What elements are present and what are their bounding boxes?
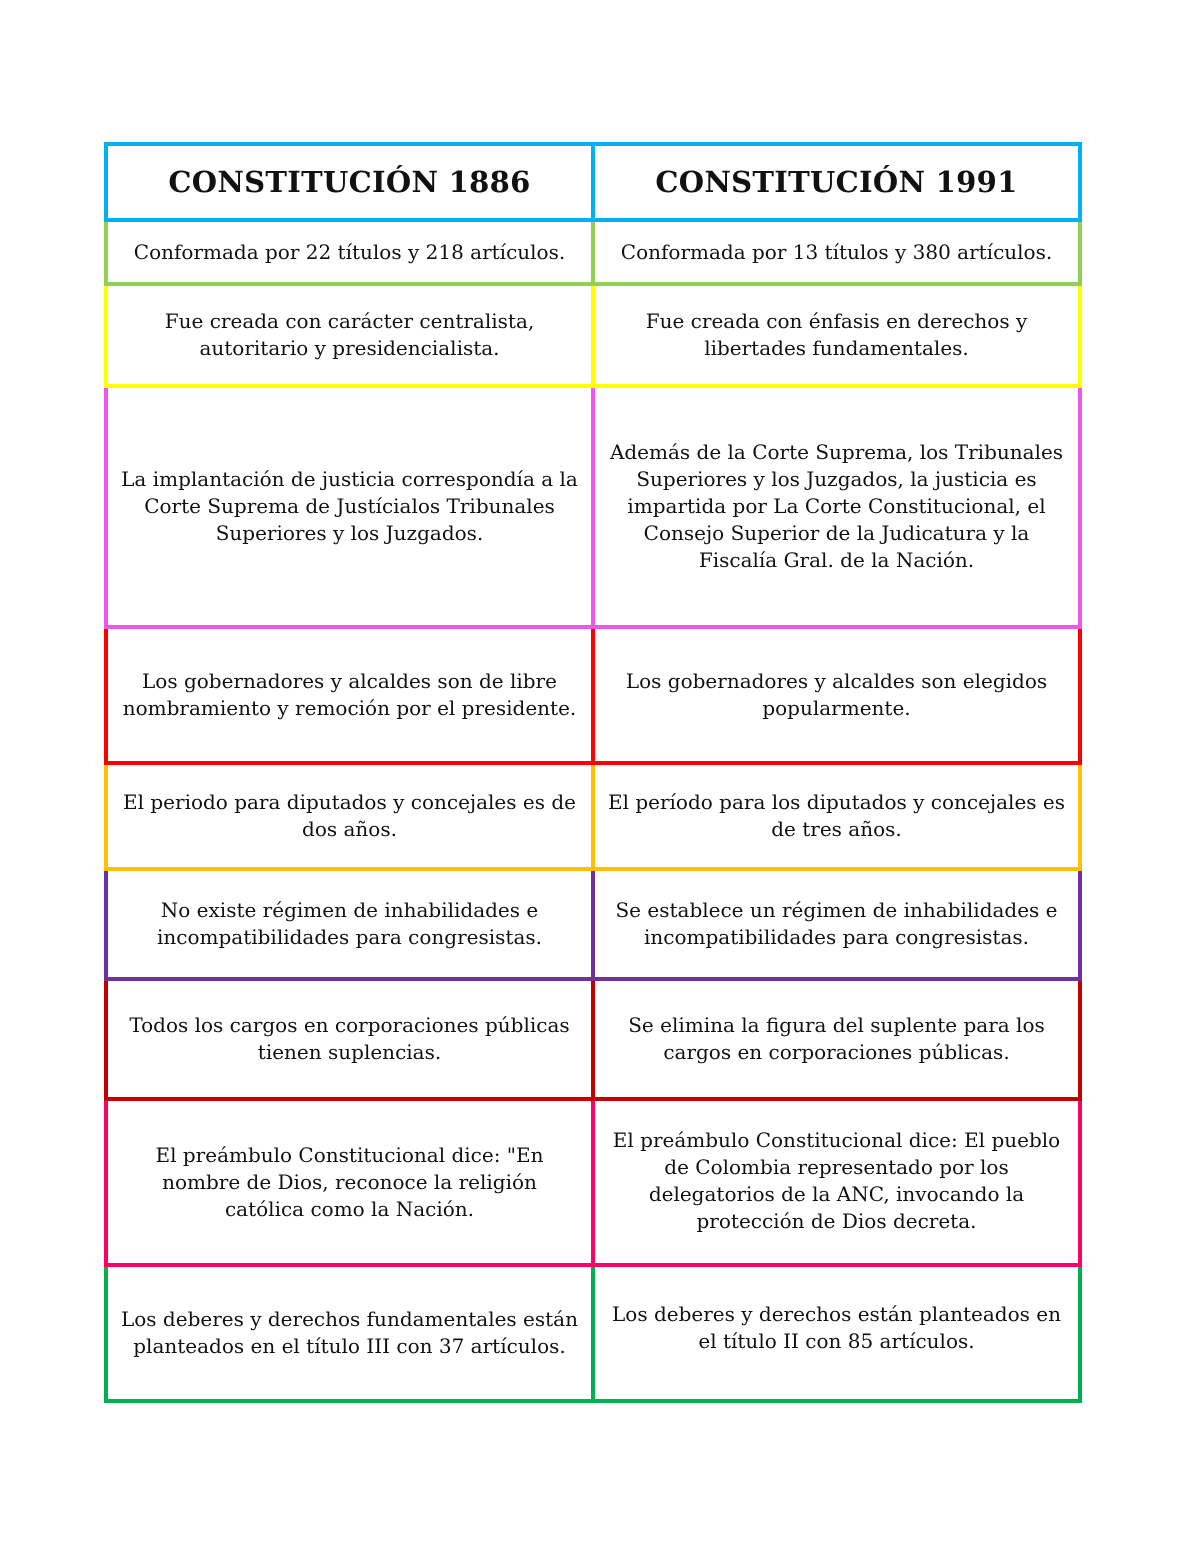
cell-1886-inhabilities: No existe régimen de inhabilidades e incompatibilidades para congresistas. (104, 871, 593, 981)
cell-1886-substitutes: Todos los cargos en corporaciones públicas tienen suplencias. (104, 981, 593, 1101)
header-row (104, 142, 1082, 222)
cell-1886-justice: La implantación de justicia correspondía a la Corte Suprema de Justícialos Tribunales Superiores y los Juzgados. (104, 388, 593, 629)
header-1886: CONSTITUCIÓN 1886 (104, 142, 593, 222)
row-preamble (104, 1101, 1082, 1267)
cell-1886-duties: Los deberes y derechos fundamentales están planteados en el título III con 37 artículos. (104, 1267, 593, 1403)
cell-1991-duties: Los deberes y derechos están planteados en el título II con 85 artículos. (593, 1267, 1082, 1403)
cell-1991-justice: Además de la Corte Suprema, los Tribunales Superiores y los Juzgados, la justicia es impartida por La Corte Constitucional, el Consejo Superior de la Judicatura y la Fiscalía Gral. de la Nación. (593, 388, 1082, 629)
cell-1991-preamble: El preámbulo Constitucional dice: El pueblo de Colombia representado por los delegatorios de la ANC, invocando la protección de Dios decreta. (593, 1101, 1082, 1267)
row-substitutes (104, 981, 1082, 1101)
cell-1886-articles: Conformada por 22 títulos y 218 artículos. (104, 222, 593, 286)
cell-1886-governors: Los gobernadores y alcaldes son de libre nombramiento y remoción por el presidente. (104, 629, 593, 765)
cell-1991-inhabilities: Se establece un régimen de inhabilidades e incompatibilidades para congresistas. (593, 871, 1082, 981)
cell-1886-period: El periodo para diputados y concejales es de dos años. (104, 765, 593, 871)
row-inhabilities (104, 871, 1082, 981)
cell-1991-governors: Los gobernadores y alcaldes son elegidos popularmente. (593, 629, 1082, 765)
row-governors (104, 629, 1082, 765)
header-1991: CONSTITUCIÓN 1991 (593, 142, 1082, 222)
cell-1886-character: Fue creada con carácter centralista, autoritario y presidencialista. (104, 286, 593, 388)
cell-1991-substitutes: Se elimina la figura del suplente para los cargos en corporaciones públicas. (593, 981, 1082, 1101)
cell-1886-preamble: El preámbulo Constitucional dice: "En nombre de Dios, reconoce la religión católica como la Nación. (104, 1101, 593, 1267)
row-duties (104, 1267, 1082, 1403)
row-character (104, 286, 1082, 388)
cell-1991-articles: Conformada por 13 títulos y 380 artículos. (593, 222, 1082, 286)
row-period (104, 765, 1082, 871)
row-justice (104, 388, 1082, 629)
cell-1991-period: El período para los diputados y concejales es de tres años. (593, 765, 1082, 871)
cell-1991-character: Fue creada con énfasis en derechos y libertades fundamentales. (593, 286, 1082, 388)
comparison-table (104, 142, 1082, 1403)
row-articles (104, 222, 1082, 286)
